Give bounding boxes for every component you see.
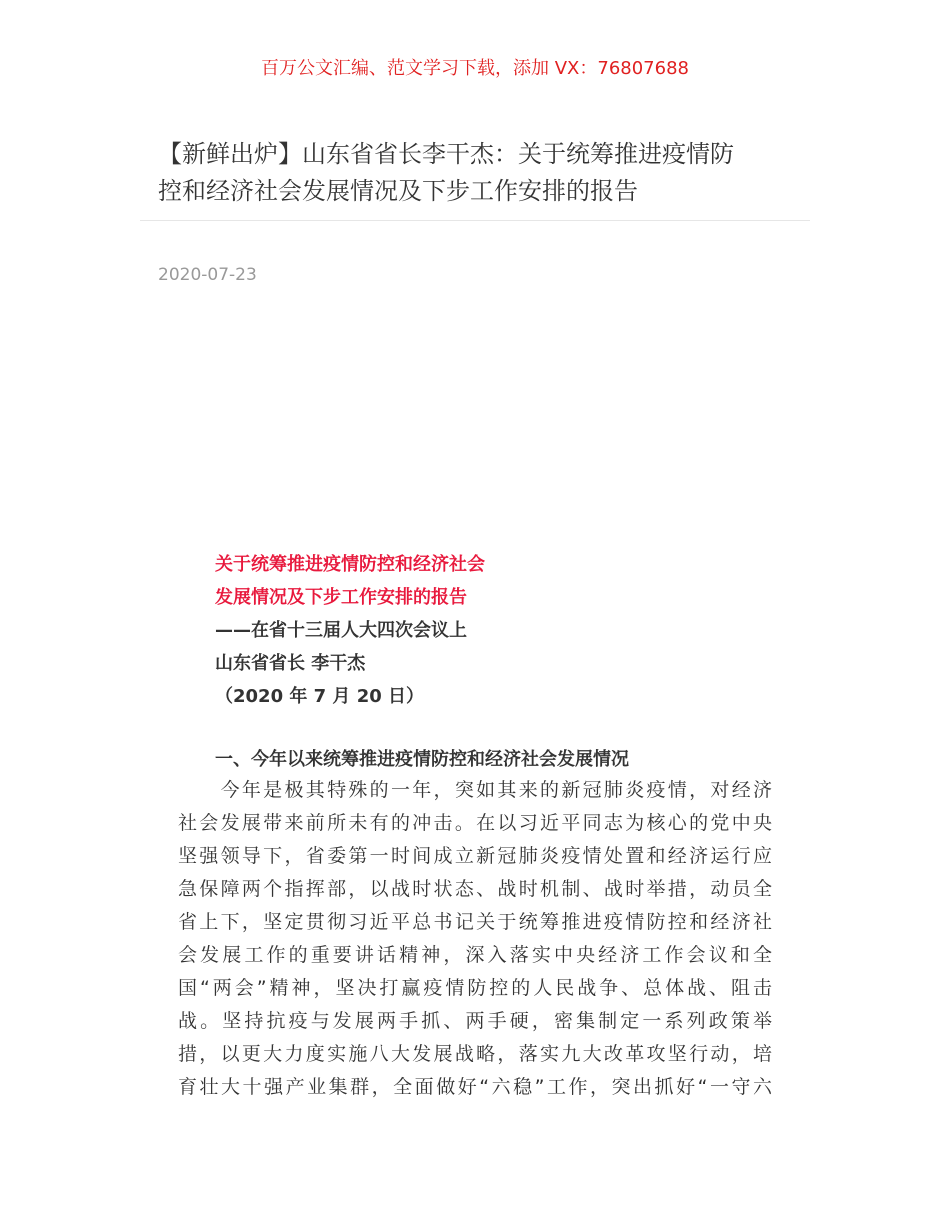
article-title-line-2: 控和经济社会发展情况及下步工作安排的报告	[158, 177, 638, 205]
section-1-heading: 一、今年以来统筹推进疫情防控和经济社会发展情况	[215, 749, 629, 770]
body-line: 坚强领导下，省委第一时间成立新冠肺炎疫情处置和经济运行应	[178, 845, 772, 867]
report-header	[215, 548, 775, 713]
body-line: 社会发展带来前所未有的冲击。在以习近平同志为核心的党中央	[178, 812, 772, 834]
report-occasion: ——在省十三届人大四次会议上	[215, 620, 467, 641]
body-line: 今年是极其特殊的一年，突如其来的新冠肺炎疫情，对经济	[178, 779, 772, 801]
body-line: 育壮大十强产业集群，全面做好“六稳”工作，突出抓好“一守六	[178, 1076, 772, 1098]
body-line: 急保障两个指挥部，以战时状态、战时机制、战时举措，动员全	[178, 878, 772, 900]
title-divider	[140, 220, 810, 221]
body-line: 国“两会”精神，坚决打赢疫情防控的人民战争、总体战、阻击	[178, 977, 772, 999]
body-line: 措，以更大力度实施八大发展战略，落实九大改革攻坚行动，培	[178, 1043, 772, 1065]
watermark-banner: 百万公文汇编、范文学习下载，添加 VX：76807688	[261, 58, 689, 79]
report-title-line-2: 发展情况及下步工作安排的报告	[215, 587, 467, 608]
report-speaker: 山东省省长 李干杰	[215, 653, 366, 674]
report-title-line-1: 关于统筹推进疫情防控和经济社会	[215, 554, 485, 575]
publish-date: 2020-07-23	[158, 265, 257, 285]
body-line: 省上下，坚定贯彻习近平总书记关于统筹推进疫情防控和经济社	[178, 911, 772, 933]
section-1-body	[178, 774, 772, 1104]
article-title	[158, 136, 808, 210]
body-line: 会发展工作的重要讲话精神，深入落实中央经济工作会议和全	[178, 944, 772, 966]
article-title-line-1: 【新鲜出炉】山东省省长李干杰：关于统筹推进疫情防	[158, 140, 734, 168]
report-date: （2020 年 7 月 20 日）	[215, 686, 425, 707]
body-line: 战。坚持抗疫与发展两手抓、两手硬，密集制定一系列政策举	[178, 1010, 772, 1032]
